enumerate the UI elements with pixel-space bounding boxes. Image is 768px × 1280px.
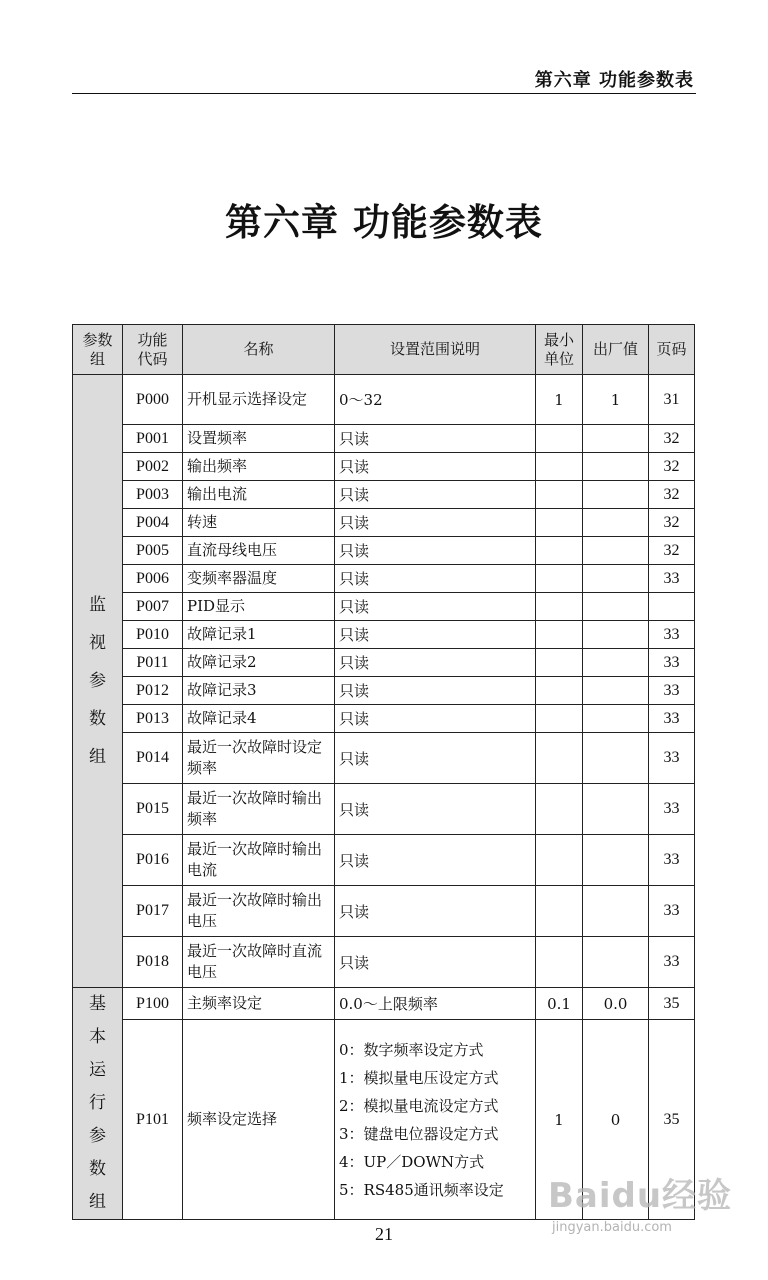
param-min-unit [536,537,583,565]
param-code: P001 [123,425,183,453]
param-min-unit [536,649,583,677]
table-row [73,375,695,425]
param-code: P017 [123,886,183,937]
param-name: 输出电流 [183,481,335,509]
table-row [73,835,695,886]
table-row [73,453,695,481]
param-code: P011 [123,649,183,677]
param-default [583,593,649,621]
table-row [73,649,695,677]
table-row [73,886,695,937]
param-min-unit [536,733,583,784]
param-name: 转速 [183,509,335,537]
param-name: 故障记录4 [183,705,335,733]
param-min-unit [536,784,583,835]
header-min-unit: 最小 单位 [536,325,583,375]
param-name: 最近一次故障时输出电压 [183,886,335,937]
param-name: 频率设定选择 [183,1020,335,1220]
param-min-unit: 1 [536,1020,583,1220]
header-range: 设置范围说明 [335,325,536,375]
group-label-basic [73,988,123,1220]
table-row [73,733,695,784]
param-default [583,886,649,937]
param-range: 只读 [335,784,536,835]
param-name: 最近一次故障时输出频率 [183,784,335,835]
table-header-row [73,325,695,375]
page-number: 21 [375,1224,393,1244]
param-name: 主频率设定 [183,988,335,1020]
param-min-unit [536,937,583,988]
param-page: 32 [649,481,695,509]
param-name: 开机显示选择设定 [183,375,335,425]
param-code: P013 [123,705,183,733]
param-default: 1 [583,375,649,425]
param-range: 只读 [335,705,536,733]
group-label-char: 视 [89,633,106,653]
group-label-char: 参 [89,671,106,691]
param-range: 只读 [335,565,536,593]
param-name: 最近一次故障时输出电流 [183,835,335,886]
range-option: 5：RS485通讯频率设定 [339,1180,504,1199]
param-name: 设置频率 [183,425,335,453]
param-page [649,593,695,621]
param-page: 33 [649,565,695,593]
group-label-char: 组 [89,747,106,767]
table-row [73,537,695,565]
param-default [583,835,649,886]
param-default [583,677,649,705]
param-min-unit [536,677,583,705]
table-row [73,677,695,705]
param-default [583,733,649,784]
param-default [583,565,649,593]
param-range: 0～32 [335,375,536,425]
param-default [583,453,649,481]
group-label-char: 组 [89,1192,106,1212]
param-page: 32 [649,453,695,481]
param-default [583,705,649,733]
table-row [73,565,695,593]
param-code: P007 [123,593,183,621]
param-min-unit [536,453,583,481]
group-label-char: 行 [89,1093,106,1113]
param-code: P101 [123,1020,183,1220]
param-name: PID显示 [183,593,335,621]
param-page: 32 [649,425,695,453]
param-code: P016 [123,835,183,886]
table-row [73,481,695,509]
param-min-unit [536,886,583,937]
param-min-unit [536,481,583,509]
table-row [73,705,695,733]
param-page: 32 [649,537,695,565]
watermark-logo: Baidu经验 [548,1176,733,1216]
param-page: 31 [649,375,695,425]
range-option: 1：模拟量电压设定方式 [339,1068,499,1087]
param-page: 32 [649,509,695,537]
range-option: 2：模拟量电流设定方式 [339,1096,499,1115]
param-code: P006 [123,565,183,593]
param-name: 故障记录3 [183,677,335,705]
param-name: 故障记录2 [183,649,335,677]
param-range: 只读 [335,649,536,677]
param-code: P012 [123,677,183,705]
table-row [73,988,695,1020]
group-label-char: 本 [89,1027,106,1047]
group-label-monitor [73,375,123,988]
param-range: 0.0～上限频率 [335,988,536,1020]
param-name: 输出频率 [183,453,335,481]
running-header: 第六章 功能参数表 [534,70,694,91]
param-range: 只读 [335,593,536,621]
group-label-char: 参 [89,1126,106,1146]
group-label-char: 监 [89,595,106,615]
param-min-unit [536,425,583,453]
group-label-char: 运 [89,1060,106,1080]
param-page: 35 [649,988,695,1020]
param-name: 直流母线电压 [183,537,335,565]
param-name: 最近一次故障时设定频率 [183,733,335,784]
param-default: 0.0 [583,988,649,1020]
param-default [583,537,649,565]
group-label-char: 数 [89,709,106,729]
header-rule [72,93,696,94]
param-code: P003 [123,481,183,509]
param-range: 只读 [335,621,536,649]
param-name: 最近一次故障时直流电压 [183,937,335,988]
param-page: 33 [649,649,695,677]
param-default [583,784,649,835]
param-range: 只读 [335,481,536,509]
param-range-options [335,1020,536,1220]
param-min-unit [536,835,583,886]
param-min-unit: 1 [536,375,583,425]
param-default [583,621,649,649]
param-page: 33 [649,784,695,835]
table-row [73,784,695,835]
param-default: 0 [583,1020,649,1220]
param-name: 故障记录1 [183,621,335,649]
param-range: 只读 [335,453,536,481]
parameter-table [72,324,695,1220]
table-row [73,425,695,453]
group-label-char: 数 [89,1159,106,1179]
param-code: P015 [123,784,183,835]
param-min-unit [536,705,583,733]
param-code: P014 [123,733,183,784]
range-option: 3：键盘电位器设定方式 [339,1124,499,1143]
param-code: P005 [123,537,183,565]
header-code: 功能 代码 [123,325,183,375]
param-range: 只读 [335,886,536,937]
table-row [73,621,695,649]
range-option: 0：数字频率设定方式 [339,1040,484,1059]
param-min-unit [536,593,583,621]
param-range: 只读 [335,509,536,537]
table-row [73,937,695,988]
chapter-title: 第六章 功能参数表 [225,200,543,244]
header-group: 参数 组 [73,325,123,375]
param-range: 只读 [335,677,536,705]
param-range: 只读 [335,425,536,453]
header-page: 页码 [649,325,695,375]
param-default [583,481,649,509]
param-default [583,937,649,988]
param-page: 35 [649,1020,695,1220]
param-min-unit [536,509,583,537]
param-range: 只读 [335,733,536,784]
param-code: P010 [123,621,183,649]
param-range: 只读 [335,937,536,988]
group-label-char: 基 [89,994,106,1014]
param-page: 33 [649,886,695,937]
param-default [583,649,649,677]
param-range: 只读 [335,537,536,565]
watermark-url: jingyan.baidu.com [552,1220,672,1235]
param-page: 33 [649,937,695,988]
param-page: 33 [649,835,695,886]
param-code: P100 [123,988,183,1020]
param-code: P018 [123,937,183,988]
param-range: 只读 [335,835,536,886]
header-default: 出厂值 [583,325,649,375]
param-min-unit: 0.1 [536,988,583,1020]
param-page: 33 [649,705,695,733]
param-default [583,425,649,453]
range-option: 4：UP／DOWN方式 [339,1152,485,1171]
param-code: P000 [123,375,183,425]
param-code: P002 [123,453,183,481]
header-name: 名称 [183,325,335,375]
param-min-unit [536,621,583,649]
table-row [73,593,695,621]
param-code: P004 [123,509,183,537]
param-page: 33 [649,677,695,705]
param-page: 33 [649,621,695,649]
param-default [583,509,649,537]
table-row [73,509,695,537]
baidu-watermark [538,1168,738,1248]
param-name: 变频率器温度 [183,565,335,593]
param-min-unit [536,565,583,593]
param-page: 33 [649,733,695,784]
